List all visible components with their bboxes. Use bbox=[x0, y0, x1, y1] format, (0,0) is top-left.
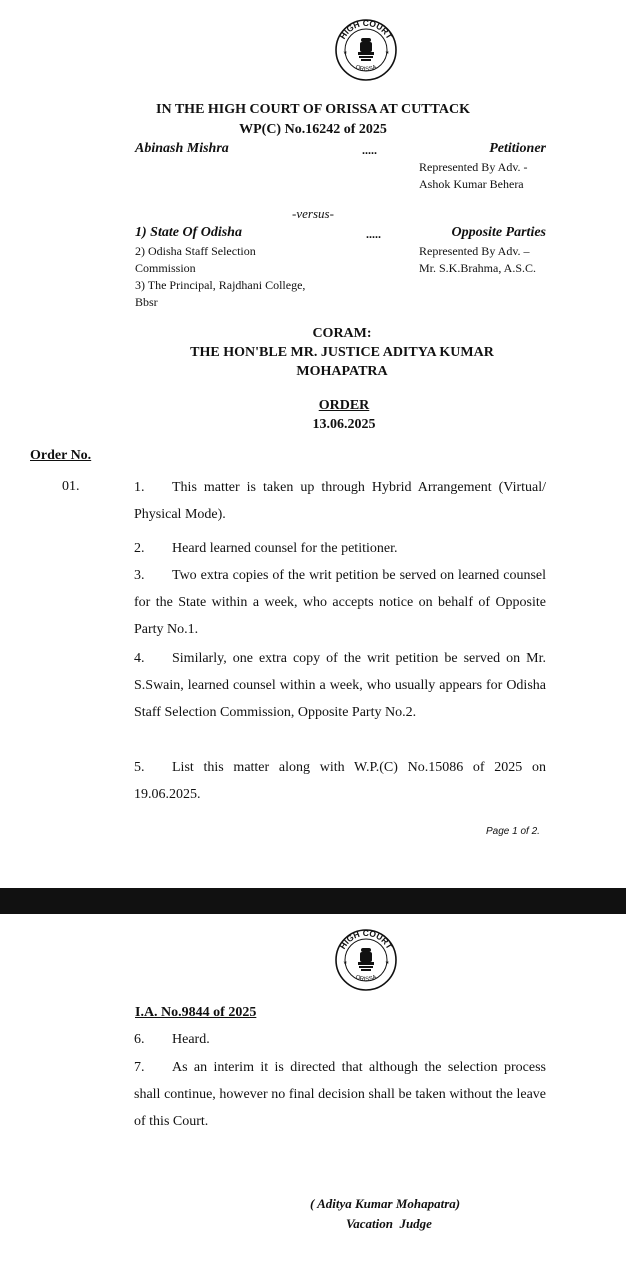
svg-text:★: ★ bbox=[385, 961, 390, 966]
order-date: 13.06.2025 bbox=[312, 417, 376, 432]
respondent-2b: Commission bbox=[135, 261, 196, 275]
svg-text:★: ★ bbox=[343, 961, 348, 966]
emblem-icon bbox=[358, 38, 374, 61]
case-number: WP(C) No.16242 of 2025 bbox=[239, 122, 387, 137]
svg-text:★: ★ bbox=[343, 51, 348, 56]
petitioner-name: Abinash Mishra bbox=[135, 141, 229, 156]
paragraph-number: 6. bbox=[134, 1032, 145, 1047]
paragraph-number: 3. bbox=[134, 568, 145, 583]
high-court-seal bbox=[334, 18, 398, 82]
ia-title: I.A. No.9844 of 2025 bbox=[135, 1005, 257, 1020]
paragraph-text: Heard learned counsel for the petitioner. bbox=[172, 541, 398, 556]
respondent-dots: ..... bbox=[366, 227, 381, 241]
seal-bottom-text: ORISSA bbox=[354, 974, 378, 983]
paragraph-text: As an interim it is directed that although the selection process shall continue, however no final decision shall be taken without the leave of this Court. bbox=[134, 1060, 546, 1129]
paragraph-text: Similarly, one extra copy of the writ petition be served on Mr. S.Swain, learned counsel within a week, who usually appears for Odisha Staff Selection Commission, Opposite Party No.2. bbox=[134, 651, 546, 720]
svg-text:★: ★ bbox=[385, 51, 390, 56]
paragraph-number: 4. bbox=[134, 651, 145, 666]
ia-paragraph-6 bbox=[134, 1026, 546, 1053]
coram-label: CORAM: bbox=[312, 326, 372, 341]
order-paragraph-5 bbox=[134, 754, 546, 808]
page-number: Page 1 of 2. bbox=[486, 826, 540, 837]
signature-designation: Vacation Judge bbox=[346, 1216, 432, 1231]
page-separator bbox=[0, 888, 626, 914]
order-title: ORDER bbox=[318, 398, 370, 413]
respondent-2a: 2) Odisha Staff Selection bbox=[135, 244, 256, 258]
seal-top-text: HIGH COURT bbox=[337, 18, 395, 41]
coram-judge-line1: THE HON'BLE MR. JUSTICE ADITYA KUMAR bbox=[190, 345, 494, 360]
order-no-value: 01. bbox=[62, 479, 80, 494]
versus: -versus- bbox=[292, 206, 334, 221]
order-no-label: Order No. bbox=[30, 448, 92, 463]
svg-text:HIGH COURT bbox=[337, 18, 395, 41]
respondent-role: Opposite Parties bbox=[451, 225, 546, 240]
order-paragraph-3 bbox=[134, 562, 546, 643]
svg-text:HIGH COURT bbox=[337, 928, 395, 951]
petitioner-rep-1: Represented By Adv. - bbox=[419, 160, 528, 174]
respondent-3a: 3) The Principal, Rajdhani College, bbox=[135, 278, 306, 292]
respondent-3b: Bbsr bbox=[135, 295, 158, 309]
paragraph-number: 5. bbox=[134, 760, 145, 775]
petitioner-role: Petitioner bbox=[489, 141, 546, 156]
paragraph-number: 1. bbox=[134, 480, 145, 495]
order-paragraph-4 bbox=[134, 645, 546, 726]
respondent-1: 1) State Of Odisha bbox=[135, 225, 242, 240]
paragraph-number: 2. bbox=[134, 541, 145, 556]
signature-name: ( Aditya Kumar Mohapatra) bbox=[310, 1196, 461, 1211]
order-paragraph-2 bbox=[134, 535, 546, 562]
respondent-rep-2: Mr. S.K.Brahma, A.S.C. bbox=[419, 261, 537, 275]
paragraph-text: Two extra copies of the writ petition be served on learned counsel for the State within a week, who accepts notice on behalf of Opposite Party No.1. bbox=[134, 568, 546, 637]
ia-paragraph-7 bbox=[134, 1054, 546, 1135]
svg-text:ORISSA bbox=[354, 974, 377, 983]
paragraph-text: This matter is taken up through Hybrid Arrangement (Virtual/ Physical Mode). bbox=[134, 480, 546, 522]
paragraph-number: 7. bbox=[134, 1060, 145, 1075]
coram-judge-line2: MOHAPATRA bbox=[296, 364, 388, 379]
paragraph-text: List this matter along with W.P.(C) No.15086 of 2025 on 19.06.2025. bbox=[134, 760, 546, 802]
court-title: IN THE HIGH COURT OF ORISSA AT CUTTACK bbox=[156, 102, 470, 117]
petitioner-rep-2: Ashok Kumar Behera bbox=[419, 177, 524, 191]
petitioner-dots: ..... bbox=[362, 143, 377, 157]
respondent-rep-1: Represented By Adv. – bbox=[419, 244, 530, 258]
high-court-seal-page-2 bbox=[334, 928, 398, 992]
seal-bottom-text: ORISSA bbox=[354, 64, 378, 73]
svg-text:ORISSA bbox=[354, 64, 377, 73]
emblem-icon bbox=[358, 948, 374, 971]
order-paragraph-1 bbox=[134, 474, 546, 528]
seal-top-text: HIGH COURT bbox=[337, 928, 395, 951]
paragraph-text: Heard. bbox=[172, 1032, 210, 1047]
